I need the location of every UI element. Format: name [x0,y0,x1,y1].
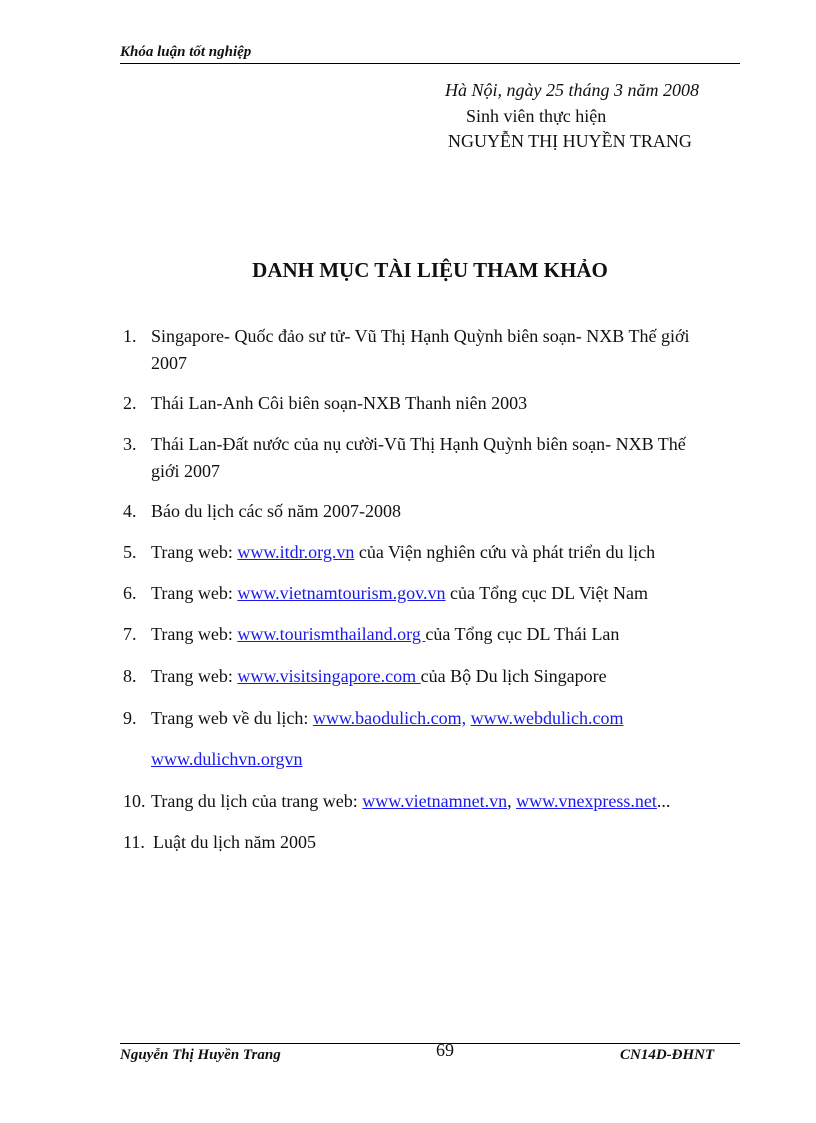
reference-suffix: của Bộ Du lịch Singapore [420,666,607,686]
reference-text [151,621,619,647]
reference-prefix: Trang web: [151,583,238,603]
reference-prefix: Trang web: [151,542,238,562]
reference-number: 11. [123,832,145,852]
reference-prefix: Trang du lịch của trang web: [151,791,363,811]
reference-text-continuation [151,746,303,772]
reference-number: 8. [123,666,137,686]
footer-author: Nguyễn Thị Huyền Trang [120,1047,281,1063]
reference-link-2[interactable]: www.webdulich.com [470,708,624,728]
reference-link-3[interactable]: www.dulichvn.orgvn [151,749,303,769]
reference-number: 10. [123,791,146,811]
footer-divider [120,1043,740,1044]
footer-class-code: CN14D-ĐHNT [620,1047,715,1063]
reference-text-continuation: 2007 [151,353,187,373]
reference-link-1[interactable]: www.baodulich.com, [312,708,467,728]
reference-text: Báo du lịch các số năm 2007-2008 [151,501,401,521]
reference-text [151,580,648,606]
running-header-title: Khóa luận tốt nghiệp [120,44,252,60]
reference-text [151,705,623,731]
reference-text [151,788,670,814]
reference-prefix: Trang web về du lịch: [151,708,313,728]
reference-text: Luật du lịch năm 2005 [153,832,316,852]
header-divider [120,63,740,64]
signature-name: NGUYỄN THỊ HUYỀN TRANG [448,131,692,151]
reference-number: 3. [123,434,137,454]
reference-text [151,539,655,565]
reference-text [151,663,607,689]
reference-link[interactable]: www.vietnamtourism.gov.vn [237,583,446,603]
reference-text: Thái Lan-Anh Côi biên soạn-NXB Thanh niên 2003 [151,393,528,413]
reference-link-2[interactable]: www.vnexpress.net [516,791,657,811]
signature-role: Sinh viên thực hiện [466,106,607,126]
reference-number: 9. [123,708,137,728]
section-title: DANH MỤC TÀI LIỆU THAM KHẢO [252,258,608,282]
reference-link[interactable]: www.tourismthailand.org [237,624,426,644]
reference-text: Singapore- Quốc đảo sư tử- Vũ Thị Hạnh Quỳnh biên soạn- NXB Thế giới [151,326,690,346]
reference-link[interactable]: www.itdr.org.vn [237,542,355,562]
reference-suffix: của Tổng cục DL Thái Lan [425,624,620,644]
reference-suffix: của Tổng cục DL Việt Nam [445,583,649,603]
reference-number: 6. [123,583,137,603]
reference-number: 7. [123,624,137,644]
signature-date: Hà Nội, ngày 25 tháng 3 năm 2008 [445,80,699,100]
reference-separator: , [507,791,517,811]
reference-number: 5. [123,542,137,562]
page-number: 69 [436,1040,454,1060]
reference-link-1[interactable]: www.vietnamnet.vn [362,791,508,811]
reference-suffix: của Viện nghiên cứu và phát triển du lịch [354,542,656,562]
reference-text-continuation: giới 2007 [151,461,221,481]
reference-prefix: Trang web: [151,666,238,686]
reference-text: Thái Lan-Đất nước của nụ cười-Vũ Thị Hạnh Quỳnh biên soạn- NXB Thế [151,434,686,454]
reference-number: 4. [123,501,137,521]
reference-prefix: Trang web: [151,624,238,644]
reference-link[interactable]: www.visitsingapore.com [237,666,421,686]
reference-number: 1. [123,326,137,346]
reference-number: 2. [123,393,137,413]
reference-suffix: ... [656,791,671,811]
